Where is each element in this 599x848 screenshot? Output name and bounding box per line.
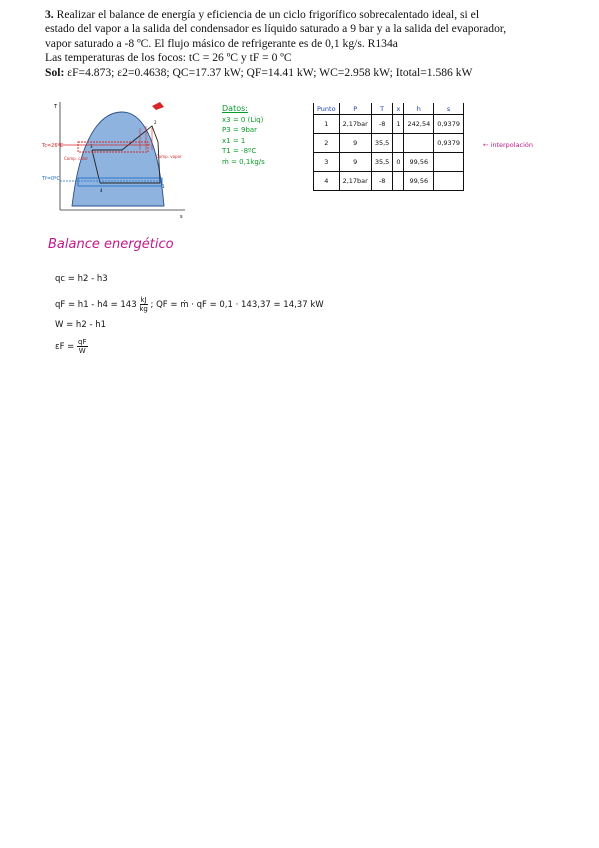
datos-line: ṁ = 0,1kg/s	[222, 157, 265, 166]
point-3-label: 3	[90, 144, 93, 149]
datos-block	[222, 104, 265, 167]
table-row	[314, 172, 464, 191]
table-cell	[434, 172, 464, 191]
table-cell: 0,9379	[434, 134, 464, 153]
table-cell: 9	[339, 153, 371, 172]
equation-cop-left: εF =	[55, 342, 78, 352]
cop-fraction: $\frac{qF}{W}$	[78, 338, 87, 355]
table-cell	[393, 134, 404, 153]
table-cell: 242,54	[404, 115, 434, 134]
table-cell: 9	[339, 134, 371, 153]
table-header-cell: Punto	[314, 103, 340, 115]
interpolation-note: ← interpolación	[483, 141, 534, 149]
table-row	[314, 153, 464, 172]
marker-icon	[152, 102, 164, 110]
equation-qf-right: ; QF = ṁ · qF = 0,1 · 143,37 = 14,37 kW	[147, 300, 324, 310]
kj-per-kg-fraction: $\frac{kJ}{kg}$	[139, 296, 148, 313]
equation-qc: qc = h2 - h3	[55, 274, 108, 284]
table-header-cell: P	[339, 103, 371, 115]
datos-line: x1 = 1	[222, 136, 246, 145]
point-4-label: 4	[100, 188, 103, 193]
table-header-cell: h	[404, 103, 434, 115]
datos-line: P3 = 9bar	[222, 126, 258, 134]
datos-title: Datos:	[222, 104, 248, 113]
table-header-cell: x	[393, 103, 404, 115]
problem-line-4: Las temperaturas de los focos: tC = 26 ºC y tF = 0 ºC	[45, 51, 292, 65]
table-cell: 35,5	[371, 153, 392, 172]
problem-line-1: 3. Realizar el balance de energía y eficiencia de un ciclo frigorífico sobrecalentado ideal, si el	[45, 8, 480, 21]
table-cell: 0,9379	[434, 115, 464, 134]
equation-qf-left: qF = h1 - h4 = 143	[55, 300, 140, 310]
table-row	[314, 134, 464, 153]
equation-cop	[55, 338, 88, 355]
axis-y-label: T	[54, 104, 58, 110]
table-cell: 99,56	[404, 172, 434, 191]
table-cell: 0	[393, 153, 404, 172]
ts-diagram	[40, 98, 190, 223]
table-cell: 3	[314, 153, 340, 172]
table-cell: 99,56	[404, 153, 434, 172]
table-cell: -8	[371, 115, 392, 134]
table-cell	[404, 134, 434, 153]
problem-number: 3.	[45, 8, 54, 21]
table-cell: 35,5	[371, 134, 392, 153]
table-header-cell: s	[434, 103, 464, 115]
problem-line-2: estado del vapor a la salida del condensador es líquido saturado a 9 bar y a la salida del evaporador,	[45, 22, 507, 36]
table-cell: 2	[314, 134, 340, 153]
equation-work: W = h2 - h1	[55, 320, 106, 330]
properties-table	[313, 103, 464, 191]
datos-line: T1 = -8ºC	[222, 147, 257, 155]
point-1-label: 1	[162, 184, 165, 189]
table-cell: 1	[393, 115, 404, 134]
table-cell: 1	[314, 115, 340, 134]
table-header-row	[314, 103, 464, 115]
balance-title: Balance energético	[48, 237, 174, 252]
solution-text: εF=4.873; ε2=0.4638; QC=17.37 kW; QF=14.41 kW; WC=2.958 kW; Itotal=1.586 kW	[67, 65, 473, 79]
table-cell	[393, 172, 404, 191]
solution-label: Sol:	[45, 65, 65, 79]
label-evap: Comp. vapor	[156, 154, 182, 159]
datos-line: x3 = 0 (Liq)	[222, 115, 264, 124]
table-cell: 2,17bar	[339, 115, 371, 134]
label-cond: Comp. calor	[64, 156, 89, 161]
label-tc: Tc=26ºC	[42, 143, 64, 149]
table-row	[314, 115, 464, 134]
point-2-label: 2	[154, 120, 157, 125]
problem-line-3: vapor saturado a -8 ºC. El flujo másico de refrigerante es de 0,1 kg/s. R134a	[45, 36, 398, 50]
solution-line	[45, 66, 555, 80]
label-tf: Tf=0ºC	[42, 176, 61, 182]
table-header-cell: T	[371, 103, 392, 115]
table-cell	[434, 153, 464, 172]
table-cell: 2,17bar	[339, 172, 371, 191]
problem-statement	[45, 8, 555, 80]
table-cell: 4	[314, 172, 340, 191]
axis-x-label: s	[180, 214, 183, 220]
equation-qf	[55, 296, 324, 313]
table-cell: -8	[371, 172, 392, 191]
